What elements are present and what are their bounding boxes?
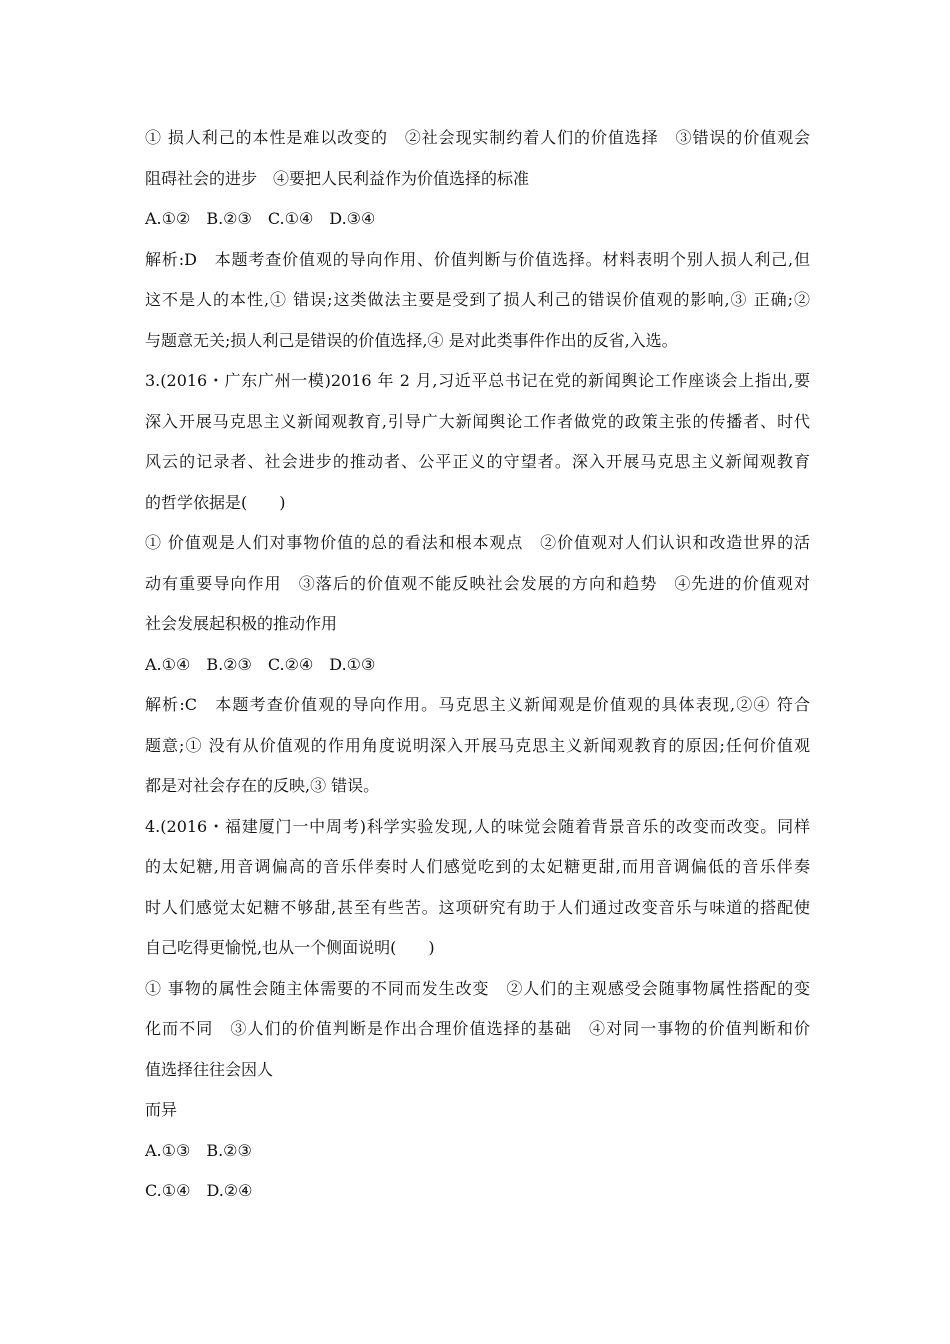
question-stem-line: 风云的记录者、社会进步的推动者、公平正义的守望者。深入开展马克思主义新闻观教育: [145, 452, 810, 471]
question-options-line: 社会发展起积极的推动作用: [145, 614, 338, 633]
question-options-line: 值选择往往会因人: [145, 1059, 274, 1079]
answer-choices: C.①④ D.②④: [145, 1181, 253, 1200]
question-stem-line: 时人们感觉太妃糖不够甜,甚至有些苦。这项研究有助于人们通过改变音乐与味道的搭配使: [145, 897, 810, 917]
question-options-line: 动有重要导向作用 ③落后的价值观不能反映社会发展的方向和趋势 ④先进的价值观对: [145, 573, 810, 593]
explanation-line: 解析:C 本题考查价值观的导向作用。马克思主义新闻观是价值观的具体表现,②④ 符合: [145, 695, 810, 714]
question-stem-line: 自己吃得更愉悦,也从一个侧面说明( ): [145, 938, 435, 957]
answer-choices: A.①③ B.②③: [145, 1140, 252, 1160]
explanation-line: 与题意无关;损人利己是错误的价值选择,④ 是对此类事件作出的反省,入选。: [145, 330, 678, 350]
question-options-line: ① 损人利己的本性是难以改变的 ②社会现实制约着人们的价值选择 ③错误的价值观会: [145, 128, 810, 147]
explanation-line: 这不是人的本性,① 错误;这类做法主要是受到了损人利己的错误价值观的影响,③ 正确;②: [145, 290, 810, 309]
question-options-line: 化而不同 ③人们的价值判断是作出合理价值选择的基础 ④对同一事物的价值判断和价: [145, 1019, 810, 1038]
explanation-line: 解析:D 本题考查价值观的导向作用、价值判断与价值选择。材料表明个别人损人利己,但: [145, 249, 810, 269]
question-stem-line: 的太妃糖,用音调偏高的音乐伴奏时人们感觉吃到的太妃糖更甜,而用音调偏低的音乐伴奏: [145, 857, 810, 876]
answer-choices: A.①② B.②③ C.①④ D.③④: [145, 209, 376, 228]
question-stem-line: 4.(2016・福建厦门一中周考)科学实验发现,人的味觉会随着背景音乐的改变而改变。同样: [145, 816, 810, 836]
question-stem-line: 3.(2016・广东广州一模)2016 年 2 月,习近平总书记在党的新闻舆论工作座谈会上指出,要: [145, 371, 810, 390]
question-options-line: 阻碍社会的进步 ④要把人民利益作为价值选择的标准: [145, 168, 530, 188]
answer-choices: A.①④ B.②③ C.②④ D.①③: [145, 654, 376, 674]
document-body: [145, 118, 810, 1212]
explanation-line: 题意;① 没有从价值观的作用角度说明深入开展马克思主义新闻观教育的原因;任何价值观: [145, 735, 810, 755]
question-options-line: ① 价值观是人们对事物价值的总的看法和根本观点 ②价值观对人们认识和改造世界的活: [145, 533, 810, 552]
question-stem-line: 的哲学依据是( ): [145, 492, 286, 512]
question-options-line: 而异: [145, 1100, 178, 1119]
question-stem-line: 深入开展马克思主义新闻观教育,引导广大新闻舆论工作者做党的政策主张的传播者、时代: [145, 411, 810, 431]
question-options-line: ① 事物的属性会随主体需要的不同而发生改变 ②人们的主观感受会随事物属性搭配的变: [145, 978, 810, 998]
explanation-line: 都是对社会存在的反映,③ 错误。: [145, 776, 380, 795]
